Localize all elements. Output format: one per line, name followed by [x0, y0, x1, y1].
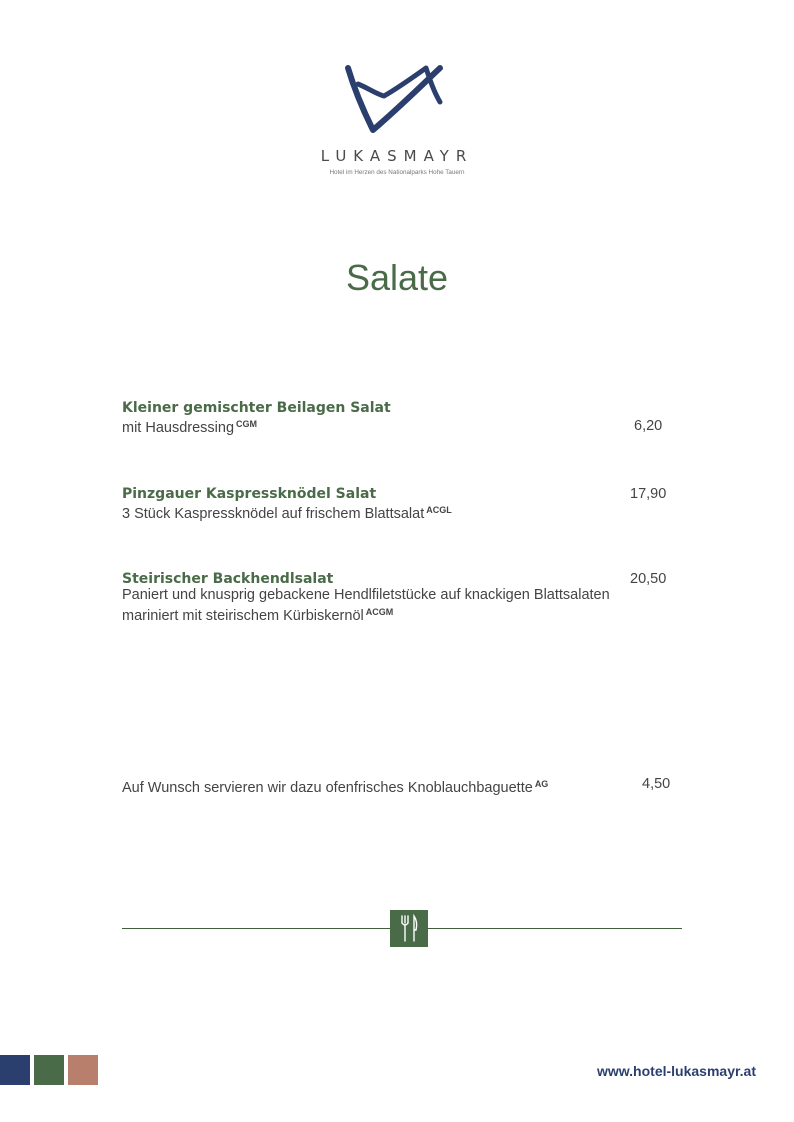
item-description-line: Paniert und knusprig gebackene Hendlfiletstücke auf knackigen Blattsalaten — [122, 587, 610, 603]
item-description-text: mariniert mit steirischem Kürbiskernöl — [122, 608, 364, 624]
menu-item — [122, 571, 672, 625]
divider-line-left — [122, 928, 390, 929]
item-description — [122, 502, 672, 523]
lm-monogram-icon — [342, 60, 452, 138]
item-name: Pinzgauer Kaspressknödel Salat — [122, 486, 377, 502]
item-name: Steirischer Backhendlsalat — [122, 571, 334, 587]
color-swatch-blue — [0, 1055, 30, 1085]
allergen-codes: CGM — [236, 419, 258, 429]
item-description-line — [122, 604, 672, 625]
divider-line-right — [428, 928, 682, 929]
allergen-codes: AG — [534, 779, 549, 789]
item-name: Kleiner gemischter Beilagen Salat — [122, 400, 391, 416]
item-price: 17,90 — [630, 486, 667, 502]
website-link[interactable]: www.hotel-lukasmayr.at — [597, 1063, 756, 1079]
extra-price: 4,50 — [642, 776, 671, 792]
color-swatch-terracotta — [68, 1055, 98, 1085]
item-price: 20,50 — [630, 571, 667, 587]
item-description-text: 3 Stück Kaspressknödel auf frischem Blattsalat — [122, 506, 425, 522]
item-price: 6,20 — [634, 418, 663, 434]
section-title: Salate — [345, 257, 449, 298]
allergen-codes: ACGM — [365, 607, 394, 617]
hotel-logo — [300, 60, 494, 138]
color-swatch-green — [34, 1055, 64, 1085]
extra-text: Auf Wunsch servieren wir dazu ofenfrisches Knoblauchbaguette — [122, 780, 533, 796]
item-description-text: mit Hausdressing — [122, 420, 235, 436]
extra-note — [122, 776, 672, 797]
brand-name: LUKASMAYR — [320, 147, 474, 165]
item-description — [122, 587, 672, 625]
item-description — [122, 416, 672, 437]
brand-tagline: Hotel im Herzen des Nationalparks Hohe Tauern — [329, 169, 465, 176]
menu-item — [122, 486, 672, 523]
menu-item — [122, 400, 672, 437]
fork-knife-icon — [390, 910, 428, 947]
allergen-codes: ACGL — [426, 505, 452, 515]
divider-badge — [390, 910, 428, 947]
